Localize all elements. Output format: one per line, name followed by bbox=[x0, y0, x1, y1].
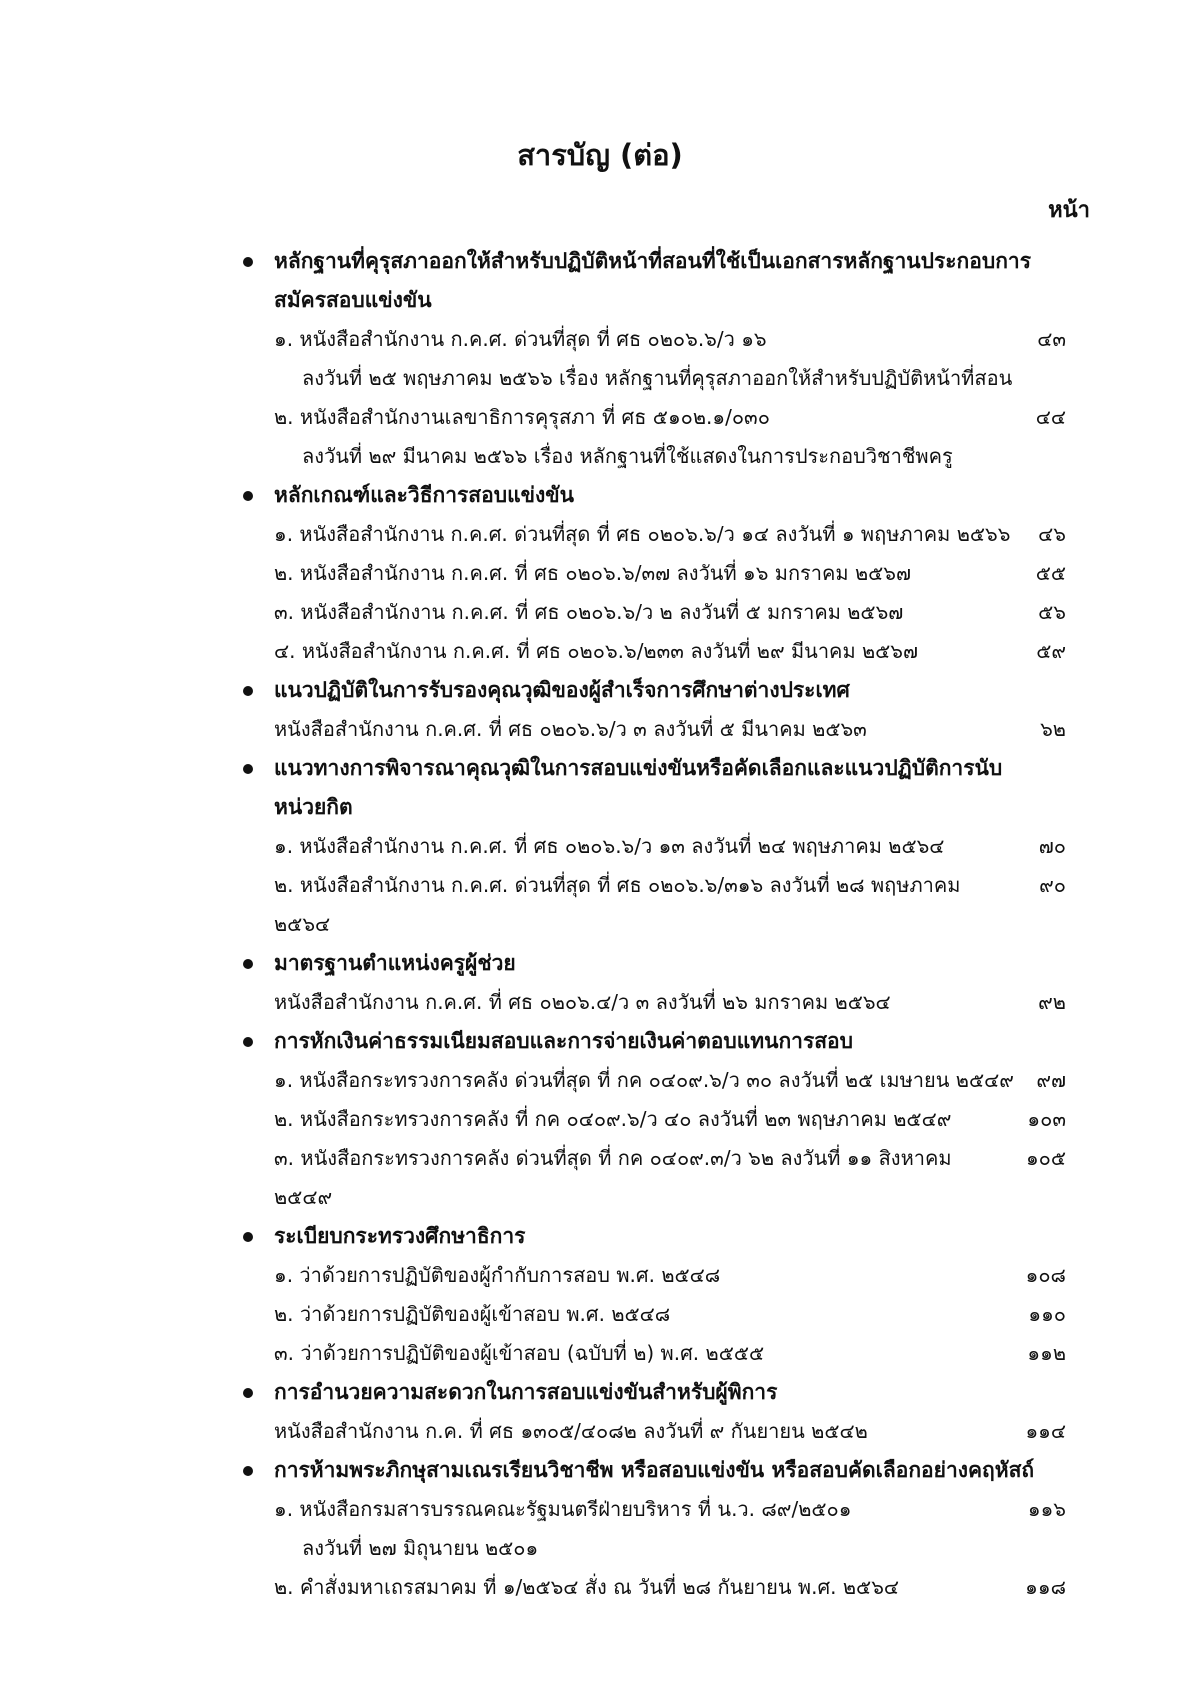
bullet-icon bbox=[243, 257, 253, 267]
bullet-icon bbox=[243, 1232, 253, 1242]
toc-entry[interactable] bbox=[0, 320, 1066, 398]
page-title: สารบัญ (ต่อ) bbox=[517, 138, 683, 172]
toc-entry[interactable] bbox=[0, 554, 1066, 593]
section-heading-text: หลักเกณฑ์และวิธีการสอบแข่งขัน bbox=[274, 483, 574, 507]
entry-page-number: ๕๕ bbox=[1035, 561, 1066, 585]
toc-section-heading bbox=[0, 1451, 1200, 1490]
toc-entry[interactable] bbox=[0, 1100, 1066, 1139]
entry-page-number: ๕๖ bbox=[1038, 600, 1066, 624]
entry-text: ๔. หนังสือสำนักงาน ก.ค.ศ. ที่ ศธ ๐๒๐๖.๖/๒๓๓ ลงวันที่ ๒๙ มีนาคม ๒๕๖๗ bbox=[274, 639, 919, 663]
toc-entry[interactable] bbox=[0, 1256, 1066, 1295]
bullet-icon bbox=[243, 959, 253, 969]
entry-text: ๓. หนังสือกระทรวงการคลัง ด่วนที่สุด ที่ กค ๐๔๐๙.๓/ว ๖๒ ลงวันที่ ๑๑ สิงหาคม ๒๕๔๙ bbox=[274, 1146, 952, 1209]
toc-section bbox=[0, 476, 1200, 671]
entry-page-number: ๔๓ bbox=[1037, 327, 1066, 351]
entry-page-number: ๙๗ bbox=[1036, 1068, 1066, 1092]
bullet-icon bbox=[243, 1466, 253, 1476]
toc-entry[interactable] bbox=[0, 710, 1066, 749]
entry-page-number: ๗๐ bbox=[1038, 834, 1066, 858]
toc-section bbox=[0, 671, 1200, 749]
toc-entry[interactable] bbox=[0, 1490, 1066, 1568]
toc-entry[interactable] bbox=[0, 1412, 1066, 1451]
entry-page-number: ๑๑๖ bbox=[1027, 1497, 1066, 1521]
toc-entry[interactable] bbox=[0, 593, 1066, 632]
toc-entry[interactable] bbox=[0, 1334, 1066, 1373]
entry-page-number: ๑๑๔ bbox=[1025, 1419, 1066, 1443]
toc-section-heading bbox=[0, 944, 1200, 983]
toc-entry[interactable] bbox=[0, 515, 1066, 554]
entry-page-number: ๑๐๘ bbox=[1025, 1263, 1066, 1287]
toc-section bbox=[0, 242, 1200, 476]
entry-page-number: ๑๑๒ bbox=[1027, 1341, 1066, 1365]
table-of-contents bbox=[0, 242, 1200, 1607]
entry-text: ๒. หนังสือสำนักงานเลขาธิการคุรุสภา ที่ ศธ ๕๑๐๒.๑/๐๓๐ bbox=[274, 405, 770, 429]
section-heading-text: การอำนวยความสะดวกในการสอบแข่งขันสำหรับผู้พิการ bbox=[274, 1380, 778, 1404]
section-heading-text: มาตรฐานตำแหน่งครูผู้ช่วย bbox=[274, 951, 516, 975]
toc-section-heading bbox=[0, 1217, 1200, 1256]
entry-text: หนังสือสำนักงาน ก.ค. ที่ ศธ ๑๓๐๕/๔๐๘๒ ลงวันที่ ๙ กันยายน ๒๕๔๒ bbox=[274, 1419, 868, 1443]
bullet-icon bbox=[243, 686, 253, 696]
entry-text-continuation: ลงวันที่ ๒๕ พฤษภาคม ๒๕๖๖ เรื่อง หลักฐานที่คุรุสภาออกให้สำหรับปฏิบัติหน้าที่สอน bbox=[302, 366, 1013, 390]
toc-entry[interactable] bbox=[0, 632, 1066, 671]
toc-section-heading bbox=[0, 476, 1200, 515]
toc-section bbox=[0, 1022, 1200, 1217]
entry-text: ๑. หนังสือกรมสารบรรณคณะรัฐมนตรีฝ่ายบริหาร ที่ น.ว. ๘๙/๒๕๐๑ bbox=[274, 1497, 852, 1521]
entry-text: ๒. หนังสือสำนักงาน ก.ค.ศ. ด่วนที่สุด ที่ ศธ ๐๒๐๖.๖/๓๑๖ ลงวันที่ ๒๘ พฤษภาคม ๒๕๖๔ bbox=[274, 873, 961, 936]
toc-section bbox=[0, 1217, 1200, 1373]
entry-text-continuation: ลงวันที่ ๒๗ มิถุนายน ๒๕๐๑ bbox=[302, 1536, 539, 1560]
toc-entry[interactable] bbox=[0, 1139, 1066, 1217]
entry-text: ๑. หนังสือสำนักงาน ก.ค.ศ. ด่วนที่สุด ที่ ศธ ๐๒๐๖.๖/ว ๑๖ bbox=[274, 327, 767, 351]
entry-text: ๒. หนังสือสำนักงาน ก.ค.ศ. ที่ ศธ ๐๒๐๖.๖/๓๗ ลงวันที่ ๑๖ มกราคม ๒๕๖๗ bbox=[274, 561, 912, 585]
toc-entry[interactable] bbox=[0, 983, 1066, 1022]
entry-page-number: ๙๐ bbox=[1039, 873, 1066, 897]
bullet-icon bbox=[243, 1037, 253, 1047]
section-heading-text: ระเบียบกระทรวงศึกษาธิการ bbox=[274, 1224, 526, 1248]
toc-section-heading bbox=[0, 242, 1200, 320]
bullet-icon bbox=[243, 491, 253, 501]
toc-section-heading bbox=[0, 1022, 1200, 1061]
toc-section-heading bbox=[0, 1373, 1200, 1412]
section-heading-text: การหักเงินค่าธรรมเนียมสอบและการจ่ายเงินค่าตอบแทนการสอบ bbox=[274, 1029, 853, 1053]
toc-entry[interactable] bbox=[0, 1568, 1066, 1607]
toc-section bbox=[0, 1451, 1200, 1607]
section-heading-text: หลักฐานที่คุรุสภาออกให้สำหรับปฏิบัติหน้าที่สอนที่ใช้เป็นเอกสารหลักฐานประกอบการสมัครสอบแข่งขัน bbox=[274, 249, 1031, 312]
entry-text: ๒. ว่าด้วยการปฏิบัติของผู้เข้าสอบ พ.ศ. ๒๕๔๘ bbox=[274, 1302, 671, 1326]
entry-text: ๑. หนังสือกระทรวงการคลัง ด่วนที่สุด ที่ กค ๐๔๐๙.๖/ว ๓๐ ลงวันที่ ๒๕ เมษายน ๒๕๔๙ bbox=[274, 1068, 1014, 1092]
entry-page-number: ๔๖ bbox=[1038, 522, 1066, 546]
toc-entry[interactable] bbox=[0, 866, 1066, 944]
toc-entry[interactable] bbox=[0, 827, 1066, 866]
page-column-header: หน้า bbox=[1048, 198, 1090, 223]
entry-text: ๑. หนังสือสำนักงาน ก.ค.ศ. ด่วนที่สุด ที่ ศธ ๐๒๐๖.๖/ว ๑๔ ลงวันที่ ๑ พฤษภาคม ๒๕๖๖ bbox=[274, 522, 1011, 546]
toc-entry[interactable] bbox=[0, 1295, 1066, 1334]
entry-page-number: ๑๐๓ bbox=[1027, 1107, 1066, 1131]
toc-entry[interactable] bbox=[0, 1061, 1066, 1100]
entry-page-number: ๑๐๕ bbox=[1025, 1146, 1066, 1170]
toc-section bbox=[0, 1373, 1200, 1451]
bullet-icon bbox=[243, 764, 253, 774]
entry-text-continuation: ลงวันที่ ๒๙ มีนาคม ๒๕๖๖ เรื่อง หลักฐานที่ใช้แสดงในการประกอบวิชาชีพครู bbox=[302, 444, 953, 468]
entry-text: ๒. คำสั่งมหาเถรสมาคม ที่ ๑/๒๕๖๔ สั่ง ณ วันที่ ๒๘ กันยายน พ.ศ. ๒๕๖๔ bbox=[274, 1575, 900, 1599]
entry-page-number: ๔๔ bbox=[1035, 405, 1066, 429]
section-heading-text: การห้ามพระภิกษุสามเณรเรียนวิชาชีพ หรือสอบแข่งขัน หรือสอบคัดเลือกอย่างคฤหัสถ์ bbox=[274, 1458, 1035, 1482]
entry-text: ๑. ว่าด้วยการปฏิบัติของผู้กำกับการสอบ พ.ศ. ๒๕๔๘ bbox=[274, 1263, 721, 1287]
entry-text: หนังสือสำนักงาน ก.ค.ศ. ที่ ศธ ๐๒๐๖.๔/ว ๓ ลงวันที่ ๒๖ มกราคม ๒๕๖๔ bbox=[274, 990, 891, 1014]
toc-section-heading bbox=[0, 749, 1200, 827]
entry-text: ๓. หนังสือสำนักงาน ก.ค.ศ. ที่ ศธ ๐๒๐๖.๖/ว ๒ ลงวันที่ ๕ มกราคม ๒๕๖๗ bbox=[274, 600, 904, 624]
toc-entry[interactable] bbox=[0, 398, 1066, 476]
entry-text: หนังสือสำนักงาน ก.ค.ศ. ที่ ศธ ๐๒๐๖.๖/ว ๓ ลงวันที่ ๕ มีนาคม ๒๕๖๓ bbox=[274, 717, 867, 741]
entry-text: ๒. หนังสือกระทรวงการคลัง ที่ กค ๐๔๐๙.๖/ว ๔๐ ลงวันที่ ๒๓ พฤษภาคม ๒๕๔๙ bbox=[274, 1107, 952, 1131]
entry-page-number: ๑๑๘ bbox=[1025, 1575, 1066, 1599]
toc-section-heading bbox=[0, 671, 1200, 710]
toc-section bbox=[0, 944, 1200, 1022]
entry-page-number: ๕๙ bbox=[1036, 639, 1066, 663]
bullet-icon bbox=[243, 1388, 253, 1398]
entry-page-number: ๖๒ bbox=[1040, 717, 1066, 741]
entry-text: ๑. หนังสือสำนักงาน ก.ค.ศ. ที่ ศธ ๐๒๐๖.๖/ว ๑๓ ลงวันที่ ๒๔ พฤษภาคม ๒๕๖๔ bbox=[274, 834, 945, 858]
entry-page-number: ๑๑๐ bbox=[1028, 1302, 1066, 1326]
toc-section bbox=[0, 749, 1200, 944]
section-heading-text: แนวปฏิบัติในการรับรองคุณวุฒิของผู้สำเร็จการศึกษาต่างประเทศ bbox=[274, 678, 850, 702]
entry-page-number: ๙๒ bbox=[1038, 990, 1066, 1014]
section-heading-text: แนวทางการพิจารณาคุณวุฒิในการสอบแข่งขันหรือคัดเลือกและแนวปฏิบัติการนับหน่วยกิต bbox=[274, 756, 1003, 819]
entry-text: ๓. ว่าด้วยการปฏิบัติของผู้เข้าสอบ (ฉบับที่ ๒) พ.ศ. ๒๕๕๕ bbox=[274, 1341, 765, 1365]
